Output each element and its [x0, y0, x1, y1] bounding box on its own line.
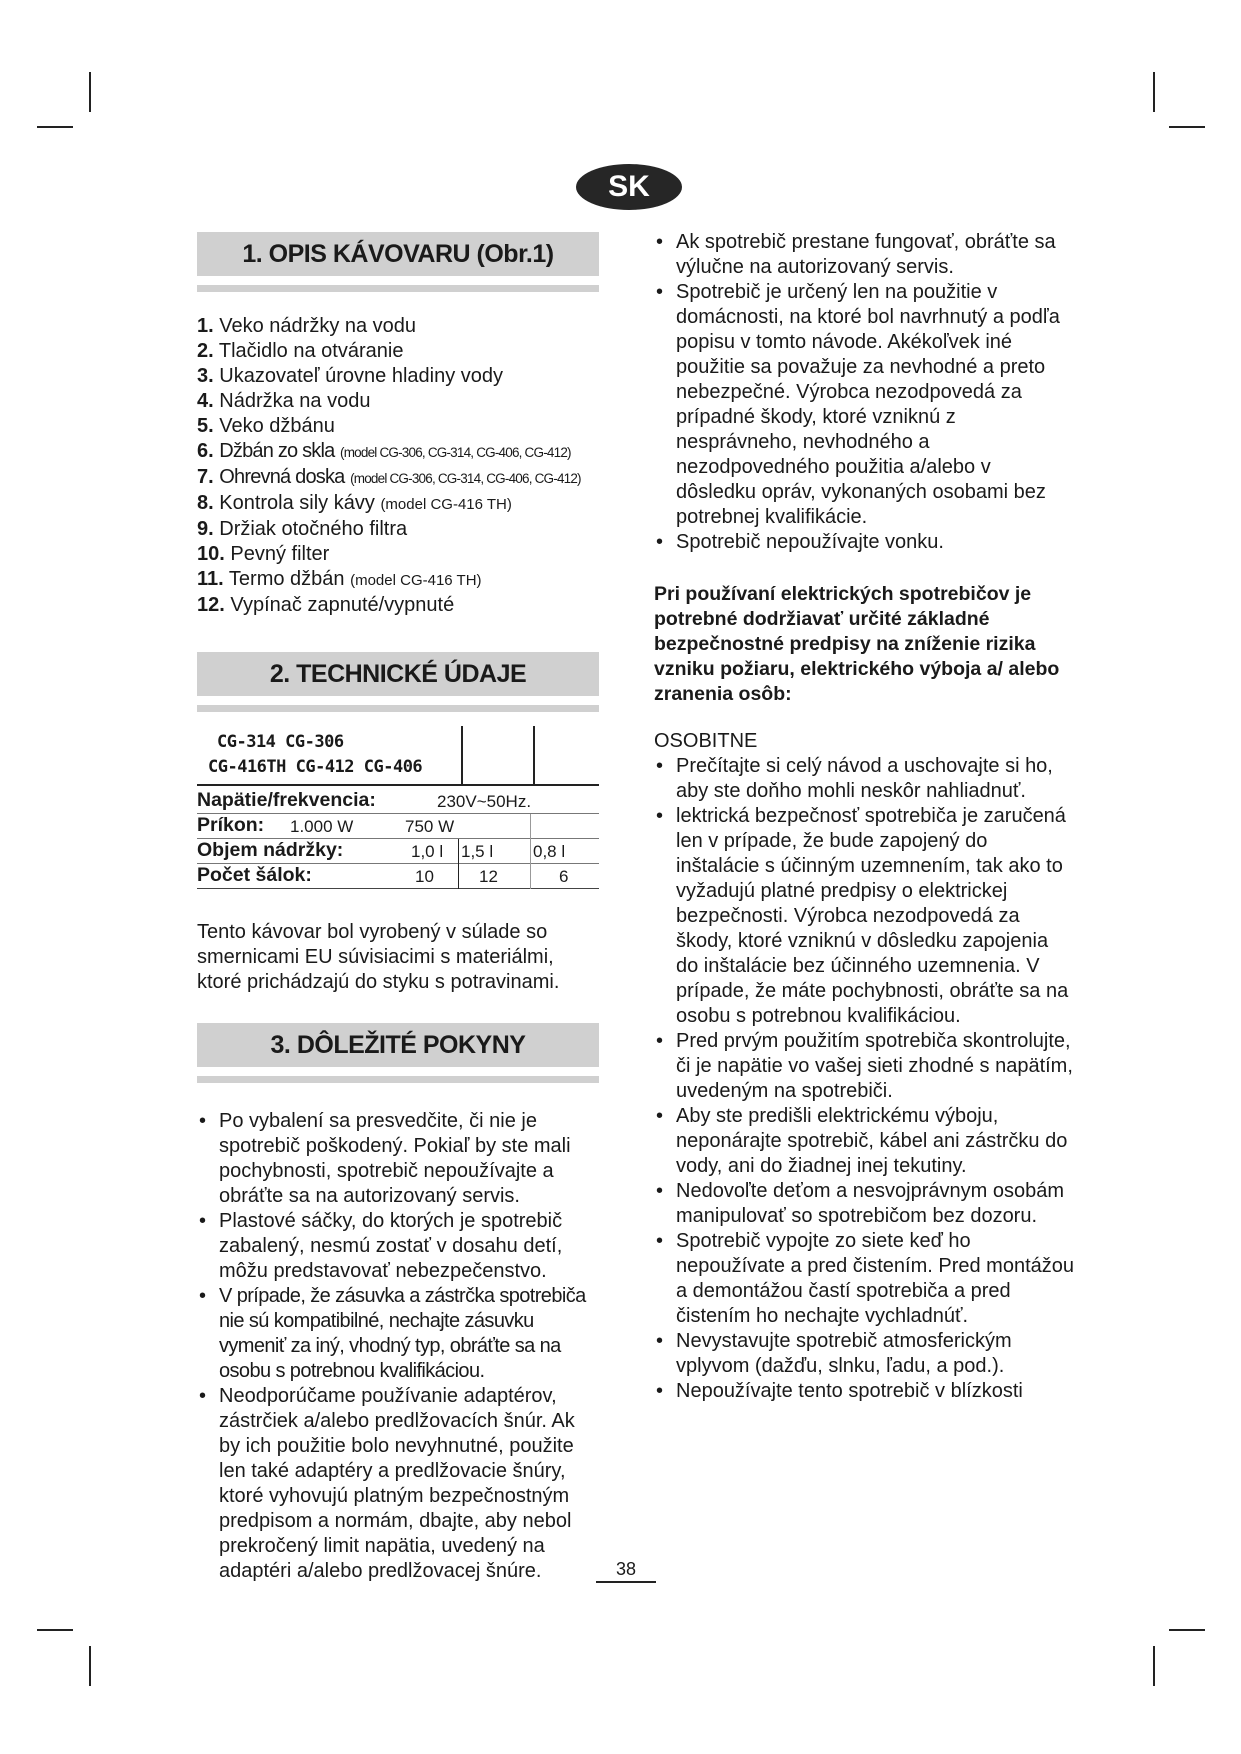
list-item: • Prečítajte si celý návod a uschovajte si ho, aby ste doňho mohli neskôr nahliadnuť. [654, 754, 1074, 804]
crop-mark [1153, 72, 1155, 112]
crop-mark [1153, 1646, 1155, 1686]
spec-row-voltage: Napätie/frekvencia: 230V~50Hz. [197, 789, 532, 811]
crop-mark [1169, 126, 1205, 128]
page-number: 38 [596, 1559, 656, 1583]
list-item: • V prípade, že zásuvka a zástrčka spotrebiča nie sú kompatibilné, nechajte zásuvku vymeniť za iný, vhodný typ, obráťte sa na osobu s potrebnou kvalifikáciou. [197, 1284, 599, 1384]
spec-row-capacity: Objem nádržky: 1,0 l 1,5 l 0,8 l [197, 839, 566, 861]
technical-data-table [197, 726, 599, 900]
list-item: • Plastové sáčky, do ktorých je spotrebič zabalený, nesmú zostať v dosahu detí, môžu predstavovať nebezpečenstvo. [197, 1209, 599, 1284]
list-item: 12. Vypínač zapnuté/vypnuté [197, 594, 455, 616]
section-1-title: 1. OPIS KÁVOVARU (Obr.1) [197, 232, 599, 276]
crop-mark [89, 1646, 91, 1686]
list-item: • Nevystavujte spotrebič atmosferickým vplyvom (dažďu, slnku, ľadu, a pod.). [654, 1329, 1074, 1379]
section-divider [197, 1076, 599, 1083]
section-divider [197, 705, 599, 712]
right-column [654, 230, 1074, 1404]
list-item: • Aby ste predišli elektrickému výboju, neponárajte spotrebič, kábel ani zástrčku do vody, ani do žiadnej inej tekutiny. [654, 1104, 1074, 1179]
list-item: • Pred prvým použitím spotrebiča skontrolujte, či je napätie vo vašej sieti zhodné s napätím, uvedeným na spotrebiči. [654, 1029, 1074, 1104]
safety-list-top [654, 230, 1074, 555]
list-item: • Nedovoľte deťom a nesvojprávnym osobám manipulovať so spotrebičom bez dozoru. [654, 1179, 1074, 1229]
crop-mark [1169, 1629, 1205, 1631]
list-item: • Nepoužívajte tento spotrebič v blízkosti [654, 1379, 1074, 1404]
column-divider [530, 814, 531, 889]
model-header [197, 726, 599, 784]
safety-warning: Pri používaní elektrických spotrebičov je potrebné dodržiavať určité základné bezpečnostné predpisy na zníženie rizika vzniku požiaru, elektrického výboja a/ alebo zranenia osôb: [654, 583, 1060, 705]
safety-list-bottom [654, 754, 1074, 1404]
list-item: 7. Ohrevná doska (model CG-306, CG-314, CG-406, CG-412) [197, 466, 581, 488]
list-item: • Spotrebič vypojte zo siete keď ho nepoužívate a pred čistením. Pred montážou a demontážou častí spotrebiča a pred čistením ho nechajte vychladnúť. [654, 1229, 1074, 1329]
list-item: 3. Ukazovateľ úrovne hladiny vody [197, 365, 504, 387]
list-item: 6. Džbán zo skla (model CG-306, CG-314, CG-406, CG-412) [197, 440, 571, 462]
list-item: 8. Kontrola sily kávy (model CG-416 TH) [197, 492, 512, 514]
table-rule [197, 888, 599, 889]
column-divider [533, 726, 535, 784]
language-badge: SK [576, 164, 682, 210]
list-item: 4. Nádržka na vodu [197, 390, 371, 412]
list-item: 10. Pevný filter [197, 543, 330, 565]
subsection-title: OSOBITNE [654, 730, 758, 752]
compliance-note: Tento kávovar bol vyrobený v súlade so smernicami EU súvisiacimi s materiálmi, ktoré prichádzajú do styku s potravinami. [197, 921, 560, 993]
list-item: 9. Držiak otočného filtra [197, 518, 408, 540]
list-item: 1. Veko nádržky na vodu [197, 315, 417, 337]
list-item: • Ak spotrebič prestane fungovať, obráťte sa výlučne na autorizovaný servis. [654, 230, 1074, 280]
model-line-1: CG-314 CG-306 [217, 732, 344, 752]
list-item: 2. Tlačidlo na otváranie [197, 340, 404, 362]
left-column [197, 232, 599, 1584]
list-item: 11. Termo džbán (model CG-416 TH) [197, 568, 482, 590]
column-divider [458, 839, 459, 889]
crop-mark [37, 126, 73, 128]
section-2-title: 2. TECHNICKÉ ÚDAJE [197, 652, 599, 696]
list-item: • Spotrebič je určený len na použitie v domácnosti, na ktoré bol navrhnutý a podľa popisu v tomto návode. Akékoľvek iné použitie sa považuje za nevhodné a preto nebezpečné. Výrobca nezodpovedá za prípadné škody, ktoré vzniknú z nesprávneho, nevhodného a nezodpovedného použitia a/alebo v dôsledku opráv, vykonaných osobami bez potrebnej kvalifikácie. [654, 280, 1074, 530]
list-item: • lektrická bezpečnosť spotrebiča je zaručená len v prípade, že bude zapojený do inštalácie s účinným uzemnením, tak ako to vyžadujú platné predpisy o elektrickej bezpečnosti. Výrobca nezodpovedá za škody, ktoré vzniknú v dôsledku zapojenia do inštalácie bez účinného uzemnenia. V prípade, že máte pochybnosti, obráťte sa na osobu s potrebnou kvalifikáciou. [654, 804, 1074, 1029]
list-item: 5. Veko džbánu [197, 415, 335, 437]
section-divider [197, 285, 599, 292]
instructions-list [197, 1109, 599, 1584]
spec-row-cups: Počet šálok: 10 12 6 [197, 864, 569, 886]
model-line-2: CG-416TH CG-412 CG-406 [208, 757, 423, 777]
spec-row-power: Príkon: 1.000 W 750 W [197, 814, 455, 836]
table-rule [197, 784, 599, 786]
list-item: • Spotrebič nepoužívajte vonku. [654, 530, 1074, 555]
list-item: • Neodporúčame používanie adaptérov, zástrčiek a/alebo predlžovacích šnúr. Ak by ich použitie bolo nevyhnutné, použite len také adaptéry a predlžovacie šnúry, ktoré vyhovujú platným bezpečnostným predpisom a normám, dbajte, aby nebol prekročený limit napätia, uvedený na adaptéri a/alebo predlžovacej šnúre. [197, 1384, 599, 1584]
section-3-title: 3. DÔLEŽITÉ POKYNY [197, 1023, 599, 1067]
list-item: • Po vybalení sa presvedčite, či nie je spotrebič poškodený. Pokiaľ by ste mali pochybnosti, spotrebič nepoužívajte a obráťte sa na autorizovaný servis. [197, 1109, 599, 1209]
crop-mark [89, 72, 91, 112]
column-divider [461, 726, 463, 784]
parts-list [197, 314, 599, 618]
crop-mark [37, 1629, 73, 1631]
